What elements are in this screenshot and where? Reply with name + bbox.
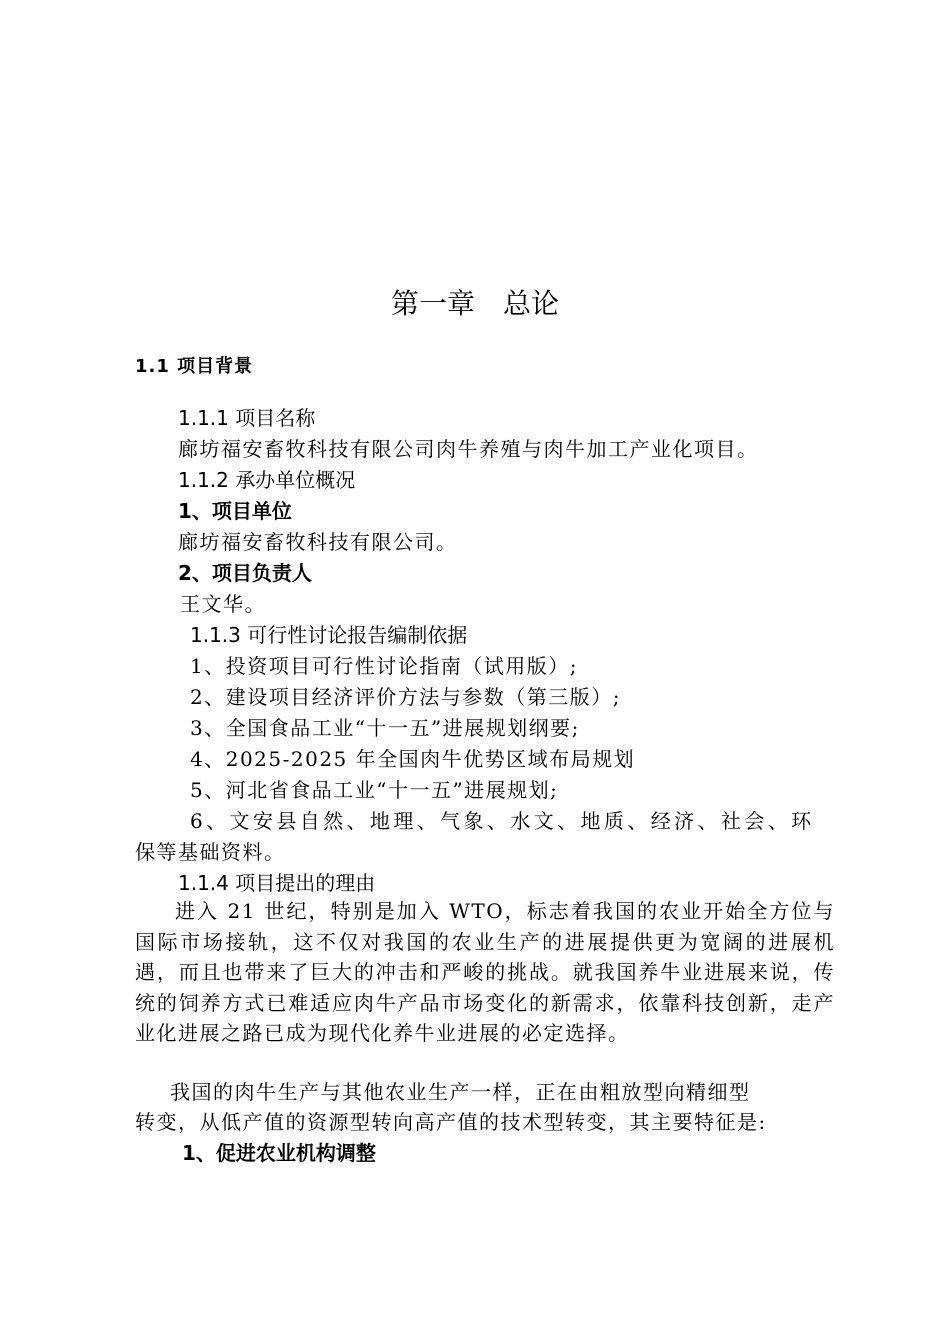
subsection-heading-1-1-2: 1.1.2 承办单位概况 (178, 468, 356, 492)
owner-name-text: 王文华。 (180, 592, 266, 616)
subsection-heading-1-1-4: 1.1.4 项目提出的理由 (178, 871, 376, 895)
basis-item-2: 2、建设项目经济评价方法与参数（第三版）; (190, 685, 621, 709)
owner-heading: 2、项目负责人 (178, 561, 312, 585)
reason-paragraph: 进入 21 世纪，特别是加入 WTO，标志着我国的农业开始全方位与国际市场接轨，这不仅对我国的农业生产的进展提供更为宽阔的进展机遇，而且也带来了巨大的冲击和严峻的挑战。就我国养牛业进展来说，传统的饲养方式已难适应肉牛产品市场变化的新需求，依靠科技创新，走产业化进展之路已成为现代化养牛业进展的必定选择。 (135, 899, 835, 1045)
paragraph-2-line-2: 转变，从低产值的资源型转向高产值的技术型转变，其主要特征是: (135, 1110, 767, 1134)
basis-item-1: 1、投资项目可行性讨论指南（试用版）; (190, 654, 578, 678)
basis-item-5: 5、河北省食品工业“十一五”进展规划; (190, 778, 559, 802)
basis-item-6: 6、文安县自然、地理、气象、水文、地质、经济、社会、环 (190, 809, 815, 833)
project-name-text: 廊坊福安畜牧科技有限公司肉牛养殖与肉牛加工产业化项目。 (178, 437, 759, 461)
chapter-title: 第一章 总论 (390, 287, 559, 320)
basis-item-4: 4、2025-2025 年全国肉牛优势区域布局规划 (190, 747, 636, 771)
basis-item-6-continued: 保等基础资料。 (135, 840, 286, 864)
basis-item-3: 3、全国食品工业“十一五”进展规划纲要; (190, 716, 580, 740)
adjustment-heading: 1、促进农业机构调整 (182, 1141, 376, 1165)
paragraph-2-line-1: 我国的肉牛生产与其他农业生产一样，正在由粗放型向精细型 (170, 1080, 751, 1104)
subsection-heading-1-1-3: 1.1.3 可行性讨论报告编制依据 (190, 623, 468, 647)
unit-name-text: 廊坊福安畜牧科技有限公司。 (178, 530, 458, 554)
unit-heading: 1、项目单位 (178, 499, 292, 523)
subsection-heading-1-1-1: 1.1.1 项目名称 (178, 406, 316, 430)
section-heading: 1.1 项目背景 (135, 356, 254, 377)
